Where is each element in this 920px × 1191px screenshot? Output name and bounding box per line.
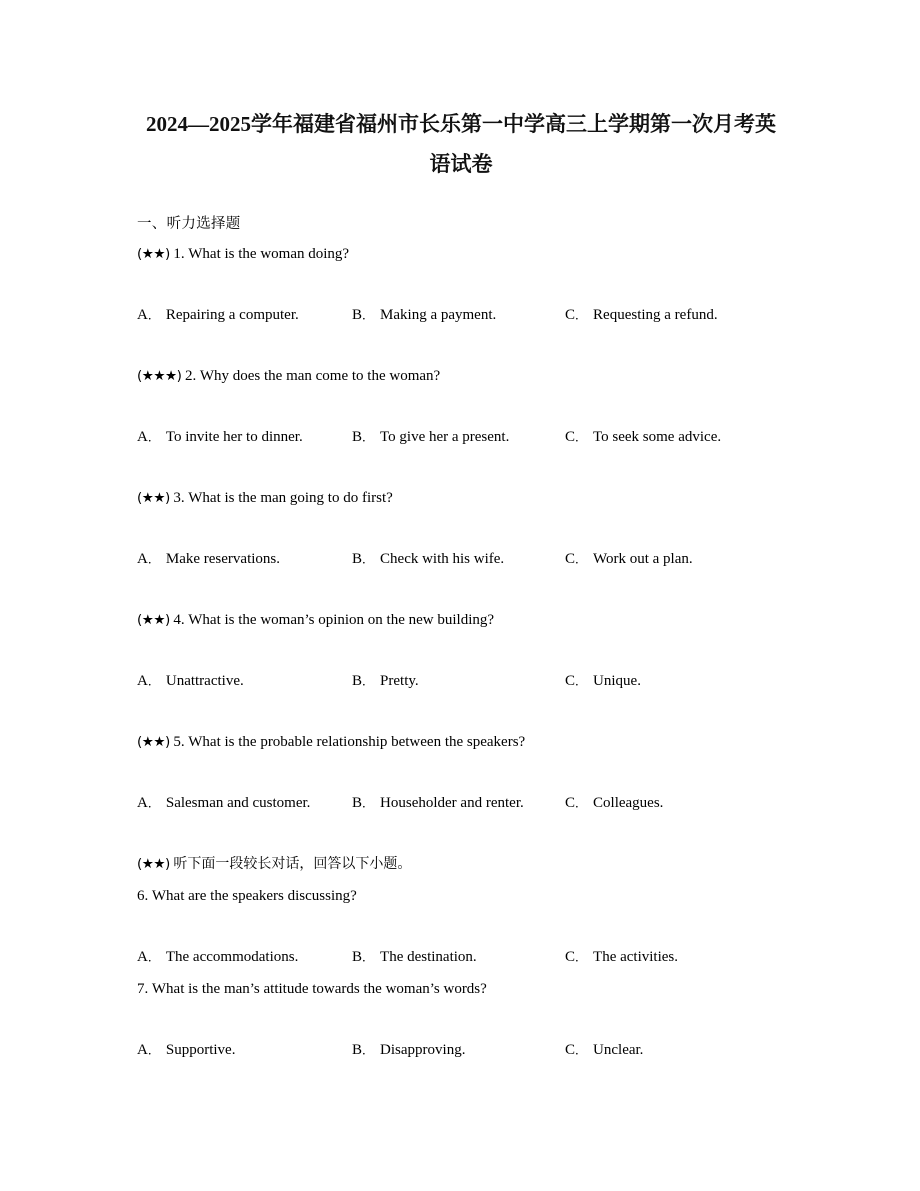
- grouped-question-block: [137, 853, 837, 1061]
- question-line: [137, 978, 837, 1000]
- option-c-text: Colleagues.: [593, 795, 664, 811]
- option-a-letter: A: [137, 949, 148, 965]
- option-a[interactable]: [137, 548, 280, 570]
- question-line: [137, 609, 837, 631]
- question-line: [137, 885, 837, 907]
- question-number: 3.: [173, 490, 185, 506]
- option-b-letter: B: [352, 307, 363, 323]
- section-heading-listening: 一、听力选择题: [137, 216, 241, 232]
- option-separator: ．: [147, 1043, 160, 1057]
- option-row: [137, 426, 837, 448]
- option-separator: ．: [362, 950, 375, 964]
- option-c-letter: C: [565, 551, 576, 567]
- option-b-text: Making a payment.: [380, 307, 497, 323]
- option-separator: ．: [147, 950, 160, 964]
- option-a[interactable]: [137, 304, 299, 326]
- option-separator: ．: [362, 308, 375, 322]
- option-row: [137, 946, 837, 968]
- question-block: [137, 365, 837, 448]
- question-block: [137, 243, 837, 326]
- option-c-text: Requesting a refund.: [593, 307, 718, 323]
- option-separator: ．: [575, 1043, 588, 1057]
- option-a-letter: A: [137, 551, 148, 567]
- difficulty-stars: (★★): [137, 734, 170, 750]
- option-b-text: Pretty.: [380, 673, 419, 689]
- option-a-text: Repairing a computer.: [165, 307, 299, 323]
- option-a-text: Unattractive.: [165, 673, 244, 689]
- option-b-text: The destination.: [380, 949, 477, 965]
- option-b[interactable]: [352, 792, 524, 814]
- option-b-letter: B: [352, 1042, 363, 1058]
- option-a[interactable]: [137, 792, 310, 814]
- option-a[interactable]: [137, 946, 298, 968]
- option-a-letter: A: [137, 429, 148, 445]
- difficulty-stars: (★★): [137, 490, 170, 506]
- document-body: [137, 213, 837, 1061]
- option-a-letter: A: [137, 795, 148, 811]
- option-b-letter: B: [352, 429, 363, 445]
- option-a-text: To invite her to dinner.: [165, 429, 303, 445]
- question-text: What are the speakers discussing?: [151, 888, 357, 904]
- option-row: [137, 548, 837, 570]
- question-block: [137, 487, 837, 570]
- option-b-text: Disapproving.: [380, 1042, 466, 1058]
- question-text: What is the man going to do first?: [188, 490, 393, 506]
- option-c-letter: C: [565, 1042, 576, 1058]
- option-row: [137, 1039, 837, 1061]
- option-b-text: Householder and renter.: [380, 795, 524, 811]
- question-line: [137, 243, 837, 265]
- option-a-text: Salesman and customer.: [165, 795, 311, 811]
- option-c[interactable]: [565, 304, 718, 326]
- option-c[interactable]: [565, 1039, 643, 1061]
- option-separator: ．: [575, 430, 588, 444]
- option-c[interactable]: [565, 946, 678, 968]
- option-c-text: The activities.: [593, 949, 678, 965]
- option-b[interactable]: [352, 946, 477, 968]
- option-separator: ．: [362, 674, 375, 688]
- option-c-text: Unclear.: [593, 1042, 644, 1058]
- option-separator: ．: [575, 796, 588, 810]
- difficulty-stars: (★★): [137, 246, 170, 262]
- option-c-letter: C: [565, 673, 576, 689]
- option-c[interactable]: [565, 670, 641, 692]
- option-b-letter: B: [352, 673, 363, 689]
- option-c[interactable]: [565, 792, 663, 814]
- option-separator: ．: [147, 674, 160, 688]
- question-text: Why does the man come to the woman?: [199, 368, 441, 384]
- option-a-text: The accommodations.: [165, 949, 299, 965]
- option-c[interactable]: [565, 426, 721, 448]
- question-line: [137, 365, 837, 387]
- page-title: 2024—2025学年福建省福州市长乐第一中学高三上学期第一次月考英语试卷: [146, 112, 776, 176]
- question-block: [137, 609, 837, 692]
- option-c-letter: C: [565, 949, 576, 965]
- option-separator: ．: [362, 1043, 375, 1057]
- difficulty-stars: (★★): [137, 612, 170, 628]
- option-separator: ．: [362, 430, 375, 444]
- option-c-text: To seek some advice.: [593, 429, 722, 445]
- group-instruction-line: [137, 853, 837, 875]
- option-b-letter: B: [352, 949, 363, 965]
- question-number: 5.: [173, 734, 185, 750]
- question-number: 6.: [137, 888, 149, 904]
- question-number: 1.: [173, 246, 185, 262]
- question-number: 7.: [137, 981, 149, 997]
- option-a[interactable]: [137, 670, 244, 692]
- option-a-text: Make reservations.: [165, 551, 280, 567]
- option-a[interactable]: [137, 1039, 235, 1061]
- option-row: [137, 670, 837, 692]
- option-separator: ．: [362, 552, 375, 566]
- option-b[interactable]: [352, 1039, 465, 1061]
- option-separator: ．: [575, 950, 588, 964]
- option-c-text: Work out a plan.: [593, 551, 693, 567]
- option-separator: ．: [147, 552, 160, 566]
- question-block: [137, 731, 837, 814]
- option-b-letter: B: [352, 795, 363, 811]
- question-number: 2.: [184, 368, 197, 384]
- option-b-text: To give her a present.: [380, 429, 510, 445]
- option-c-letter: C: [565, 795, 576, 811]
- option-separator: ．: [575, 674, 588, 688]
- option-c[interactable]: [565, 548, 693, 570]
- question-text: What is the man’s attitude towards the woman’s words?: [151, 981, 487, 997]
- question-text: What is the woman doing?: [188, 246, 350, 262]
- option-a-letter: A: [137, 673, 148, 689]
- option-a-letter: A: [137, 1042, 148, 1058]
- option-b-letter: B: [352, 551, 363, 567]
- option-b[interactable]: [352, 426, 509, 448]
- option-b[interactable]: [352, 670, 419, 692]
- question-number: 4.: [173, 612, 185, 628]
- question-line: [137, 731, 837, 753]
- difficulty-stars: (★★★): [137, 368, 182, 384]
- option-b-text: Check with his wife.: [380, 551, 505, 567]
- option-b[interactable]: [352, 304, 496, 326]
- option-a-text: Supportive.: [165, 1042, 236, 1058]
- option-separator: ．: [362, 796, 375, 810]
- option-c-letter: C: [565, 307, 576, 323]
- option-separator: ．: [147, 308, 160, 322]
- question-line: [137, 487, 837, 509]
- option-a-letter: A: [137, 307, 148, 323]
- option-separator: ．: [147, 430, 160, 444]
- group-instruction-text: 听下面一段较长对话，回答以下小题。: [173, 856, 412, 872]
- difficulty-stars: (★★): [137, 856, 170, 872]
- question-text: What is the probable relationship between the speakers?: [188, 734, 526, 750]
- option-row: [137, 304, 837, 326]
- option-a[interactable]: [137, 426, 303, 448]
- question-text: What is the woman’s opinion on the new building?: [188, 612, 495, 628]
- option-c-letter: C: [565, 429, 576, 445]
- option-b[interactable]: [352, 548, 504, 570]
- option-separator: ．: [575, 552, 588, 566]
- option-row: [137, 792, 837, 814]
- option-c-text: Unique.: [593, 673, 641, 689]
- option-separator: ．: [147, 796, 160, 810]
- option-separator: ．: [575, 308, 588, 322]
